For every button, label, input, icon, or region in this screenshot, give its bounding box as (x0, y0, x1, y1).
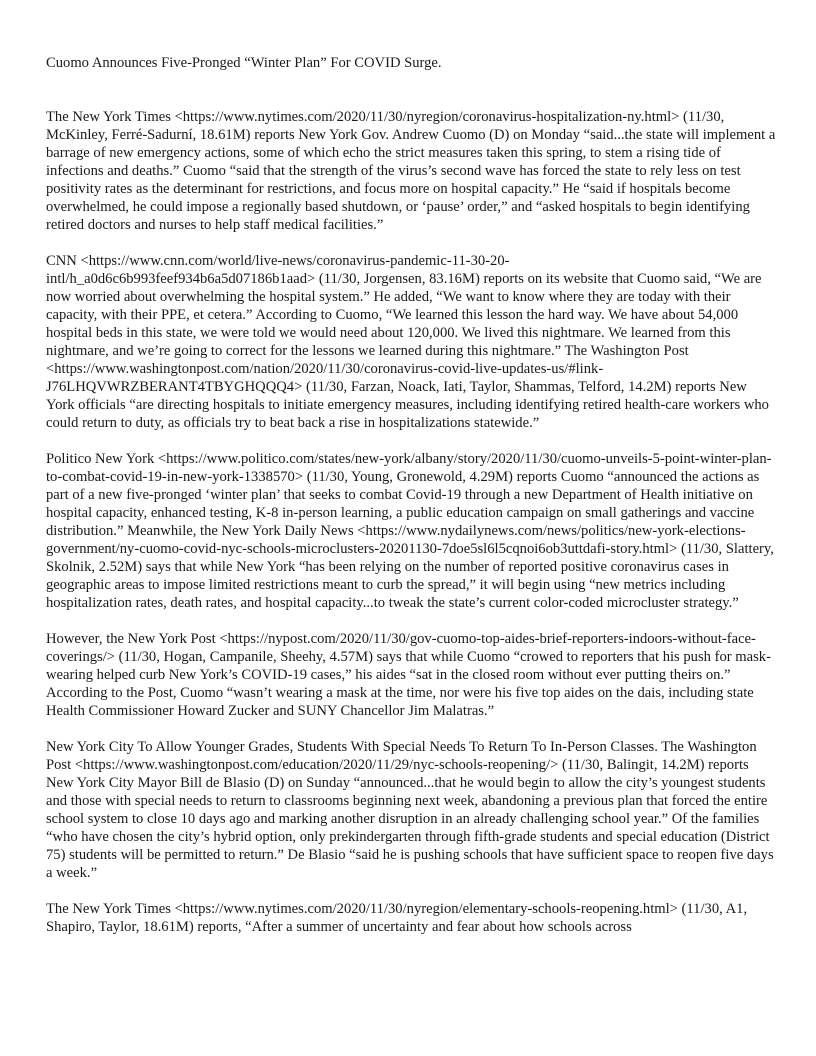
article-headline: Cuomo Announces Five-Pronged “Winter Plan” For COVID Surge. (46, 55, 442, 71)
paragraph-politico: Politico New York <https://www.politico.com/states/new-york/albany/story/2020/11/30/cuomo-unveils-5-point-winter-plan-to-combat-covid-19-in-new-york-1338570> (11/30, Young, Gronewold, 4.29M) reports Cuomo “announced the actions as part of a new five-pronged ‘winter plan’ that seeks to combat Covid-19 through a new Department of Health initiative on hospital capacity, enhanced testing, K-8 in-person learning, a public education campaign on small gatherings and vaccine distribution.” Meanwhile, the New York Daily News <https://www.nydailynews.com/news/politics/new-york-elections-government/ny-cuomo-covid-nyc-schools-microclusters-20201130-7doe5sl6l5cqnoi6ob3uttdafi-story.html> (11/30, Slattery, Skolnik, 2.52M) says that while New York “has been relying on the number of reported positive coronavirus cases in geographic areas to impose limited restrictions meant to curb the spread,” it will begin using “new metrics including hospitalization rates, death rates, and hospital capacity...to tweak the state’s current color-coded microcluster strategy.” (46, 451, 774, 611)
paragraph-nyt-hospitalization: The New York Times <https://www.nytimes.com/2020/11/30/nyregion/coronavirus-hospitalization-ny.html> (11/30, McKinley, Ferré-Sadurní, 18.61M) reports New York Gov. Andrew Cuomo (D) on Monday “said...the state will implement a barrage of new emergency actions, some of which echo the strict measures taken this spring, to stem a rising tide of infections and deaths.” Cuomo “said that the strength of the virus’s second wave has forced the state to rely less on test positivity rates as the determinant for restrictions, and focus more on hospital capacity.” He “said if hospitals become overwhelmed, he could impose a regionally based shutdown, or ‘pause’ order,” and “asked hospitals to begin identifying retired doctors and nurses to help staff medical facilities.” (46, 109, 776, 233)
paragraph-nypost: However, the New York Post <https://nypost.com/2020/11/30/gov-cuomo-top-aides-brief-reporters-indoors-without-face-coverings/> (11/30, Hogan, Campanile, Sheehy, 4.57M) says that while Cuomo “crowed to reporters that his push for mask-wearing helped curb New York’s COVID-19 cases,” his aides “sat in the closed room without ever putting theirs on.” According to the Post, Cuomo “wasn’t wearing a mask at the time, nor were his five top aides on the dais, including state Health Commissioner Howard Zucker and SUNY Chancellor Jim Malatras.” (46, 631, 771, 719)
document-page (46, 54, 776, 954)
paragraph-nyt-schools: The New York Times <https://www.nytimes.com/2020/11/30/nyregion/elementary-schools-reopening.html> (11/30, A1, Shapiro, Taylor, 18.61M) reports, “After a summer of uncertainty and fear about how schools across (46, 901, 748, 935)
paragraph-nyc-schools: New York City To Allow Younger Grades, Students With Special Needs To Return To In-Person Classes. The Washington Post <https://www.washingtonpost.com/education/2020/11/29/nyc-schools-reopening/> (11/30, Balingit, 14.2M) reports New York City Mayor Bill de Blasio (D) on Sunday “announced...that he would begin to allow the city’s youngest students and those with special needs to return to classrooms beginning next week, abandoning a previous plan that forced the entire school system to close 10 days ago and marking another disruption in an already challenging school year.” Of the families “who have chosen the city’s hybrid option, only prekindergarten through fifth-grade students and special education (District 75) students will be permitted to return.” De Blasio “said he is pushing schools that have sufficient space to reopen five days a week.” (46, 739, 774, 881)
paragraph-cnn: CNN <https://www.cnn.com/world/live-news/coronavirus-pandemic-11-30-20-intl/h_a0d6c6b993feef934b6a5d07186b1aad> (11/30, Jorgensen, 83.16M) reports on its website that Cuomo said, “We are now worried about overwhelming the hospital system.” He added, “We want to know where they are today with their capacity, with their PPE, et cetera.” According to Cuomo, “We learned this lesson the hard way. We have about 54,000 hospital beds in this state, we were told we would need about 120,000. We lived this nightmare. We learned from this nightmare, and we’re going to correct for the lessons we learned during this nightmare.” The Washington Post <https://www.washingtonpost.com/nation/2020/11/30/coronavirus-covid-live-updates-us/#link-J76LHQVWRZBERANT4TBYGHQQQ4> (11/30, Farzan, Noack, Iati, Taylor, Shammas, Telford, 14.2M) reports New York officials “are directing hospitals to initiate emergency measures, including identifying retired health-care workers who could return to duty, as officials try to beat back a rise in hospitalizations statewide.” (46, 253, 769, 431)
